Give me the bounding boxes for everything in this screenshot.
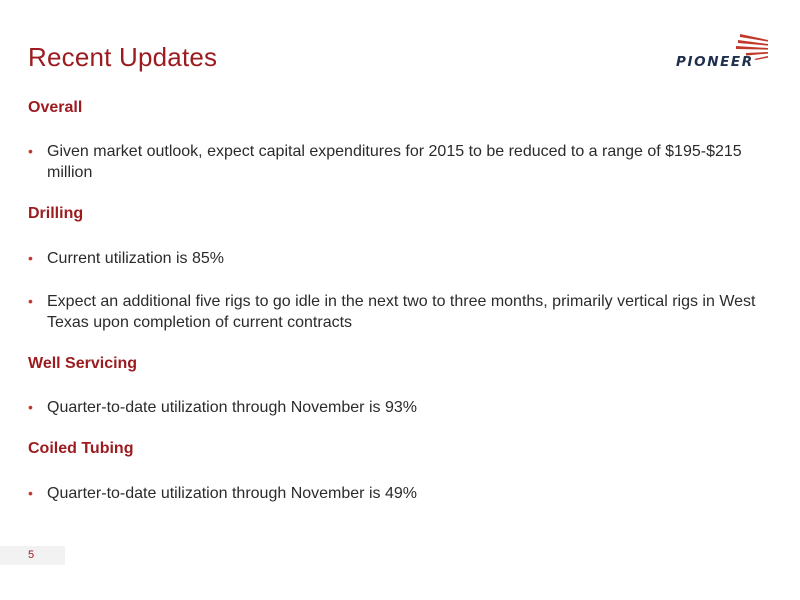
slide-title: Recent Updates	[28, 42, 218, 72]
section-heading-coiled-tubing: Coiled Tubing	[28, 440, 134, 457]
bullet-icon: •	[28, 293, 33, 309]
bullet-icon: •	[28, 485, 33, 501]
bullet-text: Expect an additional five rigs to go idle in the next two to three months, primarily vertical rigs in West Texas upon completion of current contracts	[47, 293, 756, 331]
bullet-icon: •	[28, 143, 33, 159]
section-heading-well-servicing: Well Servicing	[28, 355, 138, 372]
list-item	[28, 291, 788, 333]
bullet-text: Current utilization is 85%	[47, 250, 224, 267]
section-heading-drilling: Drilling	[28, 205, 84, 222]
bullet-icon: •	[28, 399, 33, 415]
list-item	[28, 248, 788, 269]
list-item	[28, 483, 788, 504]
bullet-text: Quarter-to-date utilization through November is 93%	[47, 399, 417, 416]
page-number: 5	[28, 549, 35, 561]
list-item	[28, 397, 788, 418]
pioneer-logo-text: PIONEER	[676, 54, 754, 70]
pioneer-logo	[676, 32, 772, 72]
list-item	[28, 141, 788, 183]
bullet-icon: •	[28, 250, 33, 266]
section-heading-overall: Overall	[28, 99, 83, 116]
bullet-text: Quarter-to-date utilization through November is 49%	[47, 485, 417, 502]
bullet-text: Given market outlook, expect capital expenditures for 2015 to be reduced to a range of $195-$215 million	[47, 143, 742, 181]
